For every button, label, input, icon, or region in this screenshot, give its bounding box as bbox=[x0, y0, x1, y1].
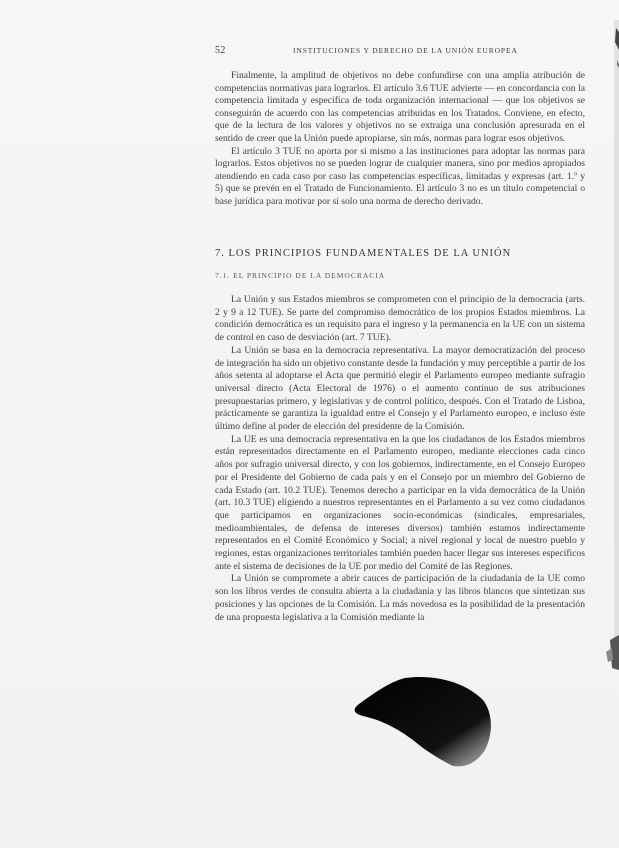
scan-shadow-blot bbox=[345, 670, 495, 770]
body-text-bottom bbox=[215, 294, 585, 624]
section-heading: 7. LOS PRINCIPIOS FUNDAMENTALES DE LA UNIÓN bbox=[215, 248, 512, 259]
paragraph: La Unión se compromete a abrir cauces de participación de la ciudadanía de la UE como son los libros verdes de consulta abierta a la ciudadanía y las libros blancos que sintetizan sus posiciones y las opciones de la Comisión. La más novedosa es la posibilidad de la presentación de una propuesta legislativa a la Comisión mediante la bbox=[215, 573, 585, 623]
paragraph: La Unión y sus Estados miembros se comprometen con el principio de la democracia (arts. 2 y 9 a 12 TUE). Se parte del compromiso democrático de los propios Estados miembros. La condición democrática es un requisito para el ingreso y la permanencia en la UE con un sistema de control en caso de desviación (art. 7 TUE). bbox=[215, 294, 585, 344]
paragraph: La UE es una democracia representativa en la que los ciudadanos de los Estados miembros están representados directamente en el Parlamento europeo, mediante elecciones cada cinco años por sufragio universal directo, y con los gobiernos, indirectamente, en el Consejo Europeo por el Presidente del Gobierno de cada país y en el Consejo por un miembro del Gobierno de cada Estado (art. 10.2 TUE). Tenemos derecho a participar en la vida democrática de la Unión (art. 10.3 TUE) eligiendo a nuestros representantes en el Parlamento a su vez como ciudadanos que participamos en organizaciones socio-económicas (sindicales, empresariales, medioambientales, de defensa de intereses diversos) también estamos indirectamente representados en el Comité Económico y Social; a nivel regional y local de nuestro pueblo y regiones, estas organizaciones territoriales también pueden hacer llegar sus intereses específicos ante el sistema de decisiones de la UE por medio del Comité de las Regiones. bbox=[215, 433, 585, 572]
paragraph: Finalmente, la amplitud de objetivos no debe confundirse con una amplia atribución de competencias normativas para lograrlos. El artículo 3.6 TUE advierte — en concordancia con la competencia limitada y específica de toda organización internacional — que los objetivos se conseguirán de acuerdo con las competencias atribuidas en los Tratados. Conviene, en efecto, que de la lectura de los valores y objetivos no se extraiga una conclusión apresurada en el sentido de creer que la Unión puede apropiarse, sin más, normas para lograr esos objetivos. bbox=[215, 70, 585, 144]
paragraph: El artículo 3 TUE no aporta por sí mismo a las instituciones para adoptar las normas para lograrlos. Estos objetivos no se pueden lograr de cualquier manera, sino por medios apropiados atendiendo en cada caso por caso las competencias específicas, limitadas y expresas (art. 1.º y 5) que se prevén en el Tratado de Funcionamiento. El artículo 3 no es un título competencial o base jurídica para motivar por sí solo una norma de derecho derivado. bbox=[215, 145, 585, 207]
body-text-top bbox=[215, 70, 585, 209]
page-number: 52 bbox=[215, 45, 226, 56]
paragraph: La Unión se basa en la democracia representativa. La mayor democratización del proceso de integración ha sido un objetivo constante desde la fundación y muy perceptible a partir de los años setenta al adoptarse el Acta que permitió elegir el Parlamento europeo mediante sufragio universal directo (Acta Electoral de 1976) o el aumento continuo de sus atribuciones presupuestarias primero, y legislativas y de control político, después. Con el Tratado de Lisboa, prácticamente se garantiza la igualdad entre el Consejo y el Parlamento europeo, e incluso éste último define al poder de elección del presidente de la Comisión. bbox=[215, 344, 585, 433]
running-title: INSTITUCIONES Y DERECHO DE LA UNIÓN EUROPEA bbox=[293, 46, 518, 55]
running-header bbox=[215, 45, 600, 59]
subsection-heading: 7.1. EL PRINCIPIO DE LA DEMOCRACIA bbox=[215, 271, 386, 280]
scan-edge-shadow bbox=[600, 20, 619, 670]
